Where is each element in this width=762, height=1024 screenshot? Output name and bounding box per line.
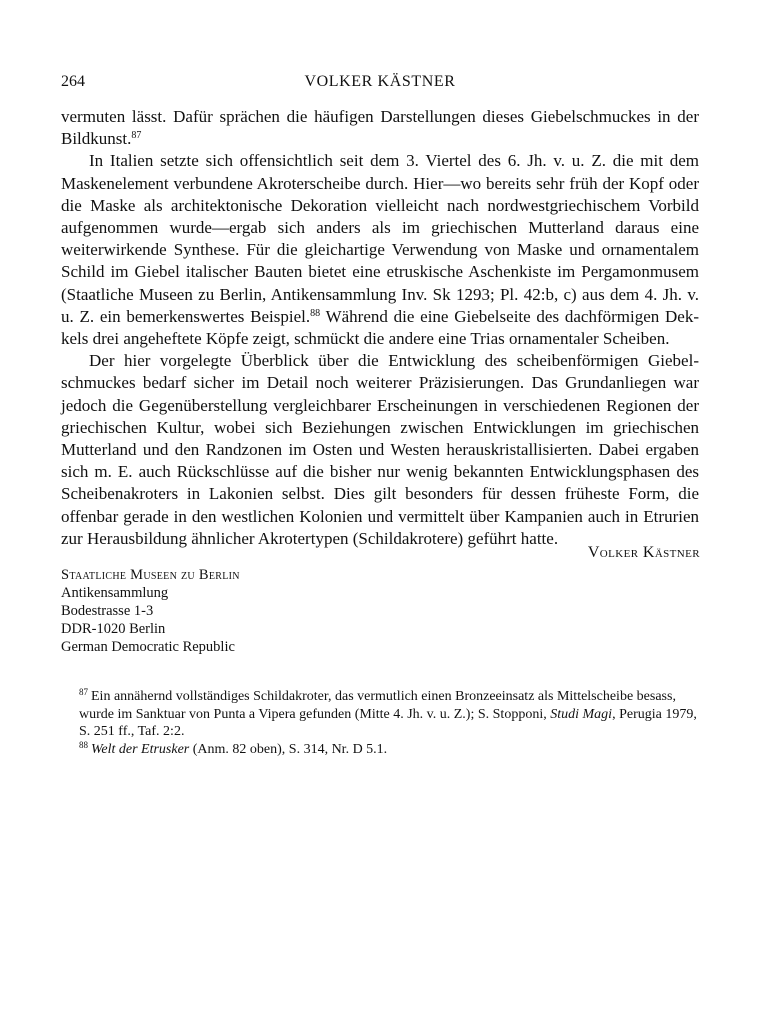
page-header (61, 73, 699, 93)
footnote-87-title: Studi Magi (550, 706, 613, 722)
footnotes (61, 688, 699, 758)
paragraph-1-text: vermuten lässt. Dafür sprächen die häufigen Darstellungen dieses Giebelschmuckes in der Bildkunst. (61, 107, 699, 149)
footnote-number: 87 (79, 687, 88, 697)
address-city: DDR-1020 Berlin (61, 621, 166, 637)
paragraph-2 (61, 150, 699, 350)
main-text (61, 106, 699, 550)
paragraph-2-text-a: In Italien setzte sich offensichtlich seit dem 3. Viertel des 6. Jh. v. u. Z. die mit dem Maskenelement verbundene Akroterscheibe durch. Hier—wo bereits sehr früh der Kopf oder die Maske als architektonische Dekoration vielleicht nach nordwestgriechischem Vorbild aufgenommen wurde—ergab sich anders als im griechischen Mutterland daraus eine weiterwirkende Synthese. Für die gleichartige Verwendung von Maske und ornamentalem Schild im Giebel italischer Bauten bietet eine etruskische Aschenkiste im Pergamonmusem (Staatliche Museen zu Berlin, Antikensammlung Inv. Sk 1293; Pl. 42:b, c) aus dem 4. Jh. v. u. Z. ein bemerkenswertes Beispiel. (61, 151, 699, 326)
footnote-ref-87: 87 (131, 130, 142, 142)
address-institution: Staatliche Museen zu Berlin (61, 567, 240, 583)
paragraph-1 (61, 106, 699, 150)
footnote-87 (61, 688, 699, 741)
running-head: VOLKER KÄSTNER (304, 73, 456, 90)
address-street: Bodestrasse 1-3 (61, 603, 154, 619)
footnote-number: 88 (79, 739, 88, 750)
paragraph-3-text: Der hier vorgelegte Überblick über die Entwicklung des scheibenförmigen Giebelschmuckes bedarf sicher im Detail noch weiterer Präzisierungen. Das Grundanliegen war jedoch die Gegenüberstellung vergleichbarer Erscheinungen in verschiedenen Regionen der griechischen Kultur, wobei sich Beziehungen zwischen Entwicklungen im griechischen Mutterland und den Randzonen im Osten und Westen herauskristallisierten. Dabei ergaben sich m. E. auch Rückschlüsse auf die bisher nur wenig bekannten Entwicklungsphasen des Scheibenakroters in Lakonien selbst. Dies gilt besonders für dessen früheste Form, die offenbar gerade in den westlichen Kolonien und vermittelt über Kampanien auch in Etrurien zur Herausbildung ähnlicher Akrotertypen (Schildakrotere) geführt hatte. (61, 351, 699, 548)
footnote-87-text-b: , Perugia 1979, S. 251 ff., Taf. 2:2. (79, 706, 697, 740)
address-department: Antikensammlung (61, 585, 169, 601)
footnote-88-title: Welt der Etrusker (91, 741, 190, 757)
footnote-ref-88: 88 (310, 307, 321, 319)
author-address (61, 566, 240, 656)
paragraph-3 (61, 350, 699, 550)
footnote-88-text: (Anm. 82 oben), S. 314, Nr. D 5.1. (189, 741, 388, 757)
address-country: German Democratic Republic (61, 639, 235, 655)
author-signature: Volker Kästner (587, 544, 700, 561)
paragraph-2-text-b: Während die eine Giebelseite des dachförmigen Dekkels drei angeheftete Köpfe zeigt, schmückt die andere eine Trias ornamentaler Scheiben. (61, 306, 700, 349)
footnote-88 (61, 741, 699, 759)
footnote-87-text-a: Ein annähernd vollständiges Schildakroter, das vermutlich einen Bronzeeinsatz als Mittelscheibe besass, wurde im Sanktuar von Punta a Vipera gefunden (Mitte 4. Jh. v. u. Z.); S. Stopponi, (79, 689, 676, 722)
page-number: 264 (61, 73, 85, 90)
